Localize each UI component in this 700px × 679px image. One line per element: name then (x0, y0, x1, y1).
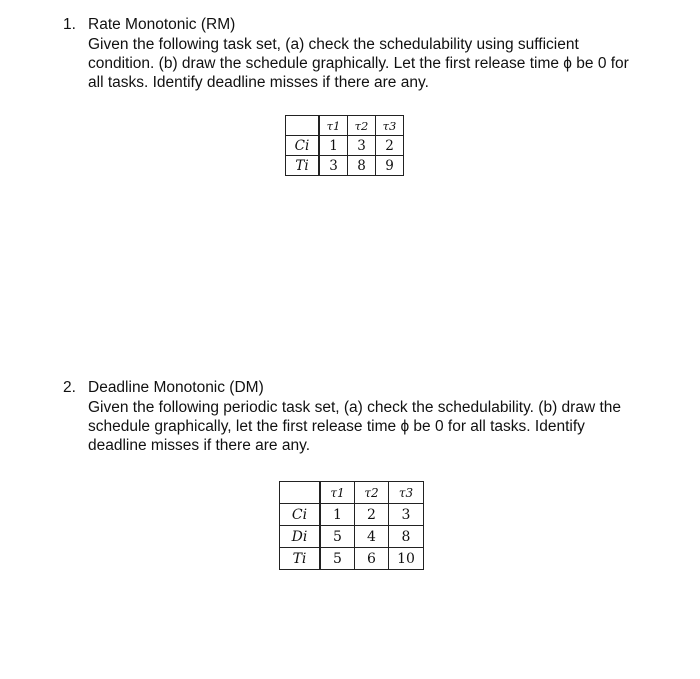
table-cell: 8 (389, 526, 424, 548)
table-cell: 2 (376, 136, 404, 156)
question-number: 2. (63, 379, 76, 396)
body-line: all tasks. Identify deadline misses if there are any. (88, 74, 429, 91)
task-table (285, 115, 404, 176)
table-cell: 10 (389, 548, 424, 570)
table-cell: 1 (320, 504, 355, 526)
table-cell: 5 (320, 526, 355, 548)
table-header-cell: τ1 (320, 482, 355, 504)
question-body (88, 398, 678, 455)
table-row (280, 548, 424, 570)
table-header-cell: τ2 (355, 482, 389, 504)
question-number: 1. (63, 16, 76, 33)
task-table (279, 481, 424, 570)
table-cell: 3 (389, 504, 424, 526)
table-header-cell: τ3 (389, 482, 424, 504)
table-header-cell: τ2 (348, 116, 376, 136)
table-header-cell: τ1 (319, 116, 348, 136)
table-row (280, 504, 424, 526)
body-line: Given the following periodic task set, (a) check the schedulability. (b) draw the (88, 399, 621, 416)
question-title: Deadline Monotonic (DM) (88, 379, 264, 396)
body-line: Given the following task set, (a) check the schedulability using sufficient (88, 36, 579, 53)
table-header-cell: τ3 (376, 116, 404, 136)
row-label: Ci (280, 504, 321, 526)
table-corner-cell (280, 482, 321, 504)
table-cell: 3 (348, 136, 376, 156)
table-cell: 2 (355, 504, 389, 526)
table-cell: 5 (320, 548, 355, 570)
question-title: Rate Monotonic (RM) (88, 16, 236, 33)
table-cell: 4 (355, 526, 389, 548)
question-body (88, 35, 678, 92)
table-cell: 3 (319, 156, 348, 176)
table-cell: 9 (376, 156, 404, 176)
table-row (286, 156, 404, 176)
table-row (280, 526, 424, 548)
row-label: Di (280, 526, 321, 548)
table-cell: 1 (319, 136, 348, 156)
table-row (286, 136, 404, 156)
row-label: Ti (280, 548, 321, 570)
table-header-row (286, 116, 404, 136)
row-label: Ci (286, 136, 320, 156)
table-cell: 6 (355, 548, 389, 570)
body-line: schedule graphically, let the first release time ϕ be 0 for all tasks. Identify (88, 418, 585, 435)
body-line: condition. (b) draw the schedule graphically. Let the first release time ϕ be 0 for (88, 55, 629, 72)
table-cell: 8 (348, 156, 376, 176)
body-line: deadline misses if there are any. (88, 437, 310, 454)
table-header-row (280, 482, 424, 504)
table-corner-cell (286, 116, 320, 136)
row-label: Ti (286, 156, 320, 176)
